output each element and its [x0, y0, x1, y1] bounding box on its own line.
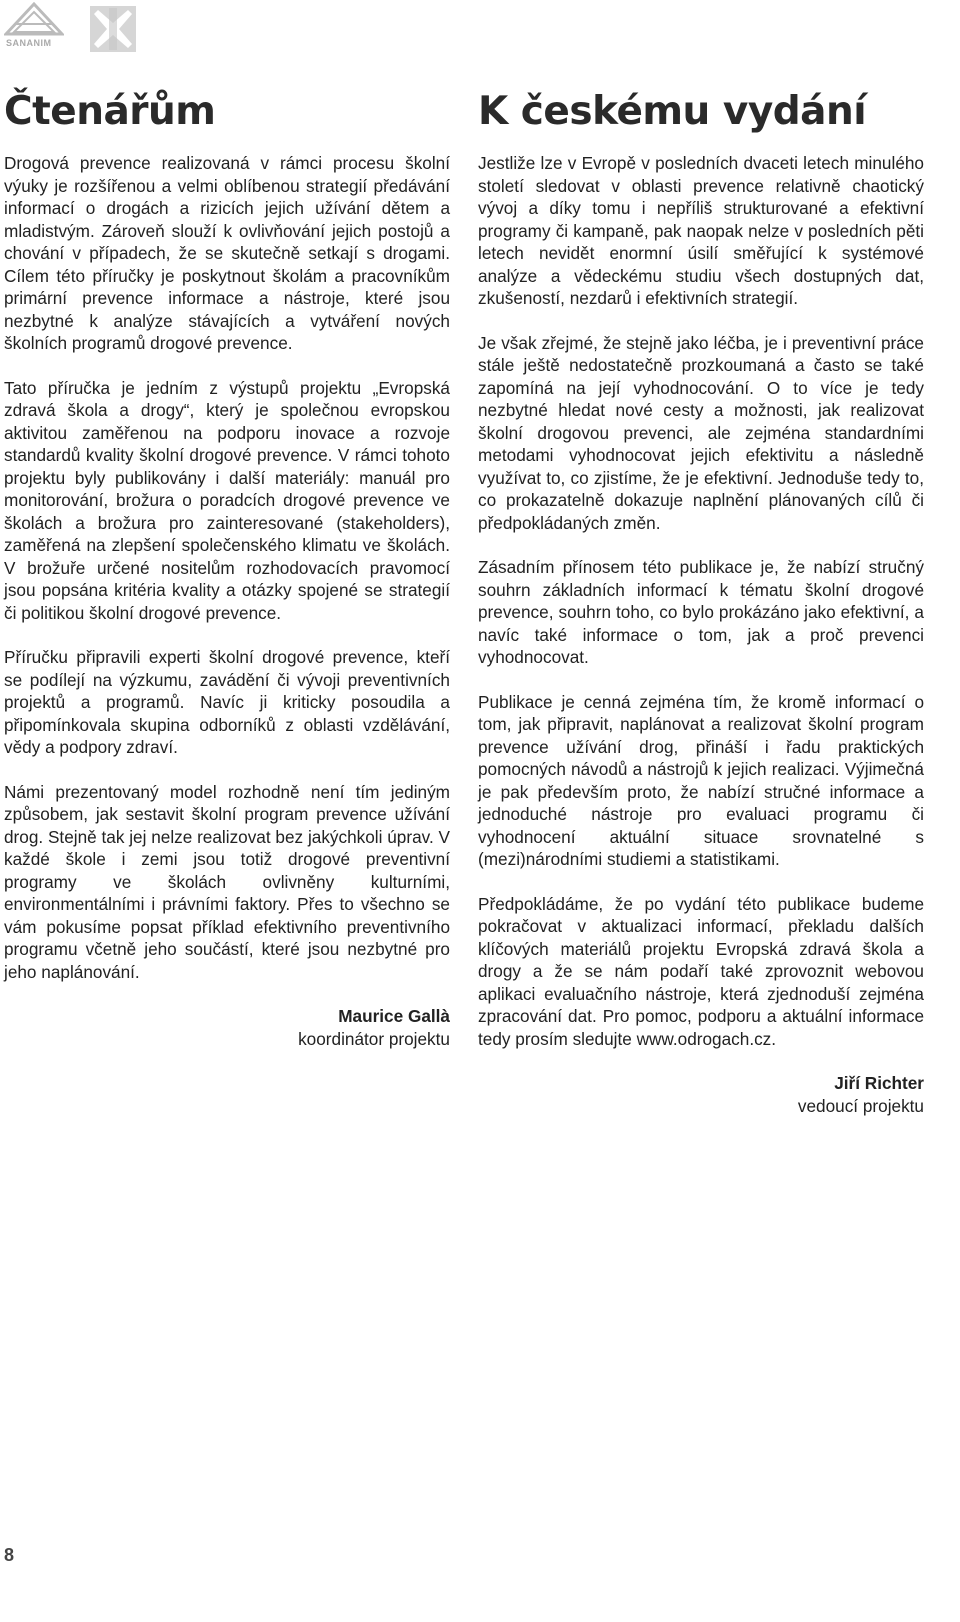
right-paragraph: Zásadním přínosem této publikace je, že nabízí stručný souhrn základních informací k tématu školní drogové prevence, souhrn toho, co bylo prokázáno jako efektivní, a navíc také informace o tom, jak a proč prevenci vyhodnocovat.: [478, 557, 924, 667]
left-paragraph: Tato příručka je jedním z výstupů projektu „Evropská zdravá škola a drogy“, který je společnou evropskou aktivitou zaměřenou na podporu inovace a rozvoje standardů kvality školní drogové prevence. V rámci tohoto projektu byly publikovány i další materiály: manuál pro monitorování, brožura o poradcích drogové prevence ve školách a brožura pro zainteresované (stakeholders), zaměřená na zlepšení společenského klimatu ve školách. V brožuře určené nositelům rozhodovacích pravomocí jsou popsána kritéria kvality a otázky spojené se strategií či politikou školní drogové prevence.: [4, 377, 450, 623]
cross-logo: [90, 6, 136, 52]
right-paragraph: Publikace je cenná zejména tím, že kromě informací o tom, jak připravit, naplánovat a realizovat školní program prevence užívání drog, přináší i řadu praktických pomocných návodů a nástrojů k jejich realizaci. Výjimečná je pak především proto, že nabízí stručné informace a jednoduché nástroje pro evaluaci programu či vyhodnocení aktuální situace srovnatelné s (mezi)národními studiemi a statistikami.: [478, 691, 924, 869]
sananim-logo-text: SANANIM: [6, 38, 52, 48]
right-column: [478, 86, 924, 1117]
right-paragraph: Jestliže lze v Evropě v posledních dvaceti letech minulého století sledovat v oblasti prevence relativně chaotický vývoj a díky tomu i nepříliš strukturované a efektivní programy či kampaně, pak naopak nelze v posledních pěti letech nevidět enormní úsilí směřující k systémové analýze a vědeckému studiu všech dostupných dat, zkušeností, nezdarů i efektivních strategií.: [478, 153, 924, 308]
heading-k-ceskemu-vydani: K českému vydání: [478, 89, 867, 134]
right-paragraph: Je však zřejmé, že stejně jako léčba, je i preventivní práce stále ještě nedostatečně prozkoumaná a často se také zapomíná na její vyhodnocování. O to více je tedy nezbytné hledat nové cesty a možnosti, jak realizovat školní drogovou prevenci, ale zejména standardními metodami vyhodnocovat jejich efektivitu a následně využívat to, co zjistíme, že je efektivní. Jednoduše tedy to, co prokazatelně dokazuje naplnění plánovaných cílů či předpokládaných změn.: [478, 332, 924, 533]
right-paragraph: Předpokládáme, že po vydání této publikace budeme pokračovat v aktualizaci informací, překladu dalších klíčových materiálů projektu Evropská zdravá škola a drogy a že se nám podaří také zprovoznit webovou aplikaci evaluačního nástroje, která zjednoduší zejména zpracování dat. Pro pomoc, podporu a aktuální informace tedy prosím sledujte www.odrogach.cz.: [478, 893, 924, 1049]
left-paragraph: Příručku připravili experti školní drogové prevence, kteří se podílejí na výzkumu, zavádění či vývoji preventivních projektů a programů. Navíc ji kriticky posoudila a připomínkovala skupina odborníků z oblasti vzdělávání, vědy a podpory zdraví.: [4, 647, 450, 757]
left-paragraph: Drogová prevence realizovaná v rámci procesu školní výuky je rozšířenou a velmi oblíbenou strategií předávání informací o drogách a rizicích jejich užívání dětem a mladistvým. Zároveň slouží k ovlivňování jejich postojů a chování v případech, že se skutečně setkají s drogami. Cílem této příručky je poskytnout školám a pracovníkům primární prevence informace a nástroje, které jsou nezbytné k analýze stávajících a vytváření nových školních programů drogové prevence.: [4, 153, 450, 353]
page-number: 8: [4, 1545, 15, 1565]
left-signature: [4, 1005, 450, 1050]
left-column: [4, 86, 450, 1050]
signature-role: vedoucí projektu: [797, 1095, 924, 1116]
signature-name: Maurice Gallà: [338, 1006, 450, 1026]
signature-name: Jiří Richter: [834, 1073, 924, 1093]
signature-role: koordinátor projektu: [298, 1028, 450, 1049]
heading-ctenarum: Čtenářům: [4, 89, 216, 134]
left-paragraph: Námi prezentovaný model rozhodně není tím jediným způsobem, jak sestavit školní program prevence užívání drog. Stejně tak jej nelze realizovat bez jakýchkoli úprav. V každé škole i zemi jsou totiž drogové preventivní programy ve školách ovlivněny kulturními, environmentálními i právními faktory. Přes to všechno se vám pokusíme popsat příklad efektivního preventivního programu včetně jeho součástí, které jsou nezbytné pro jeho naplánování.: [4, 781, 450, 982]
right-signature: [478, 1072, 924, 1117]
